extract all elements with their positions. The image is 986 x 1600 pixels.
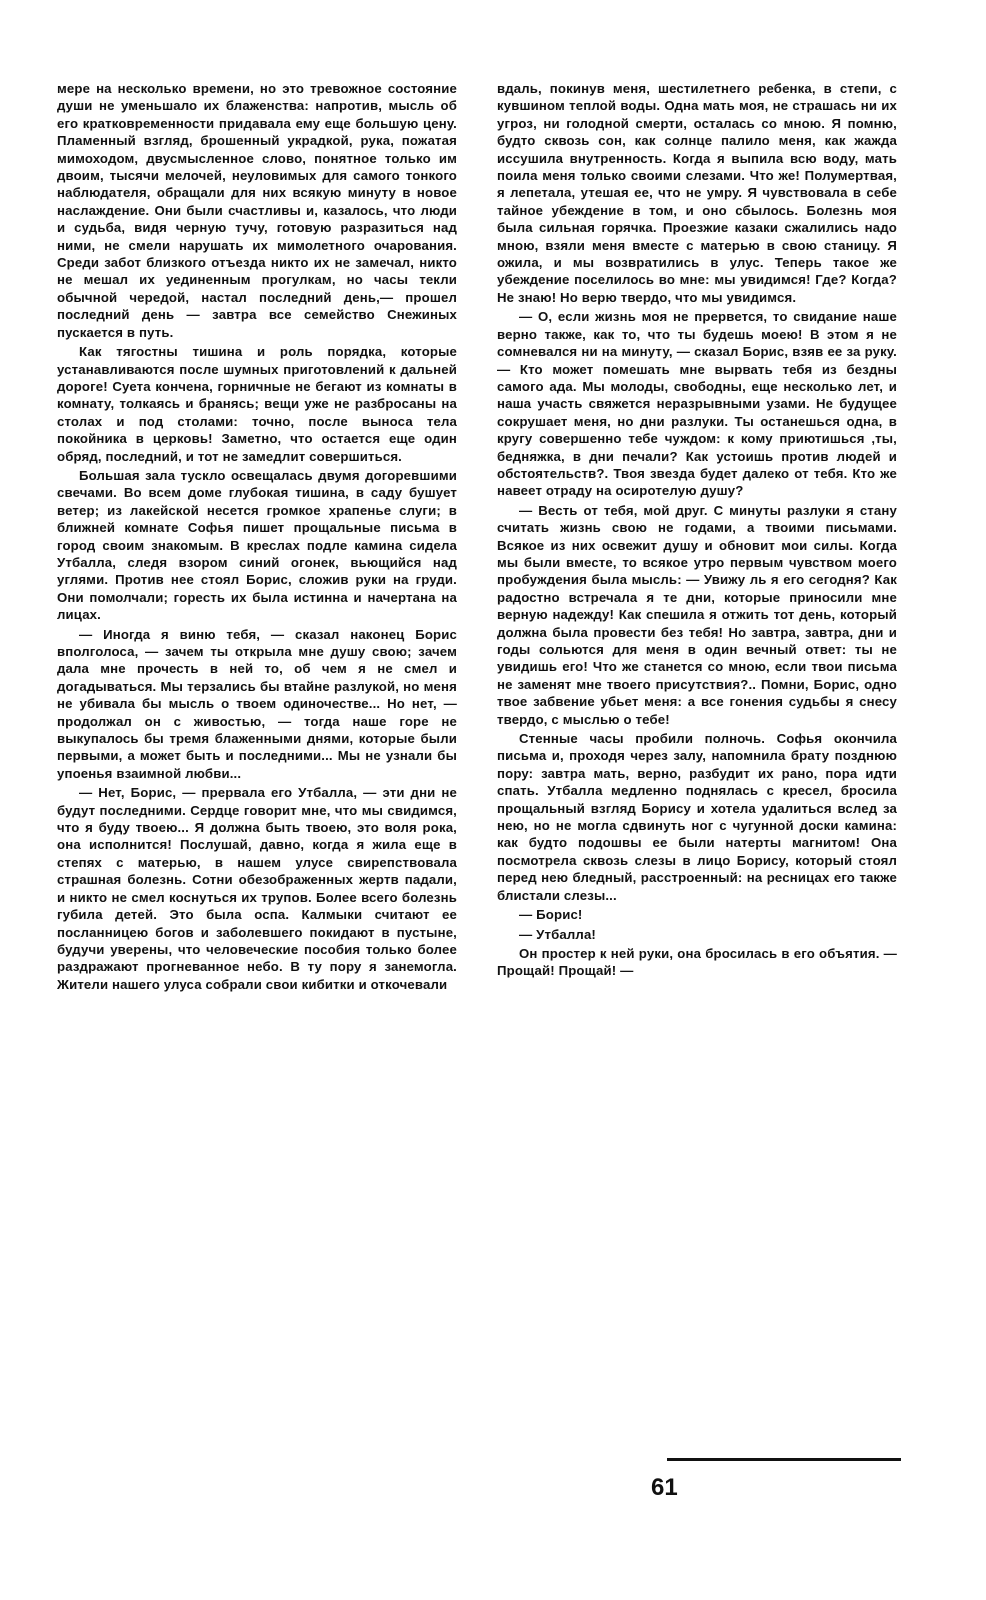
paragraph: мере на несколько времени, но это тревожное состояние души не уменьшало их блаженства: напротив, мысль об его кратковременности придавала ему еще большую цену. Пламенный взгляд, брошенный украдкой, рука, пожатая мимоходом, двусмысленное слово, понятное только им двоим, тысячи мелочей, неуловимых для самого тонкого наблюдателя, обращали для них всякую минуту в новое наслаждение. Они были счастливы и, казалось, что люди и судьба, видя черную тучу, готовую разразиться над ними, не смели нарушать их мимолетного очарования. Среди забот близкого отъезда никто их не замечал, никто не мешал их уединенным прогулкам, но часы текли обычной чередой, настал последний день,— прошел последний день — завтра все семейство Снежиных пускается в путь.	[57, 81, 457, 340]
paragraph: — Иногда я виню тебя, — сказал наконец Борис вполголоса, — зачем ты открыла мне душу свою; зачем дала мне прочесть в ней то, об чем я не смел и догадываться. Мы терзались бы втайне разлукой, но меня не убивала бы мысль о твоем одиночестве... Но нет, — продолжал он с живостью, — тогда наше горе не выкупалось бы тремя блаженными днями, которые были первыми, а может быть и последними... Мы не узнали бы упоенья взаимной любви...	[57, 626, 457, 781]
paragraph: вдаль, покинув меня, шестилетнего ребенка, в степи, с кувшином теплой воды. Одна мать моя, не страшась ни их угроз, ни голодной смерти, осталась со мною. Я помню, будто сквозь сон, как солнце палило меня, как жажда иссушила внутренность. Когда я выпила всю воду, мать поила меня только своими слезами. Что же! Полумертвая, я лепетала, утешая ее, что не умру. Я чувствовала в себе тайное убеждение в том, и оно сбылось. Болезнь моя была сильная горячка. Проезжие казаки сжалились надо мною, взяли меня вместе с матерью в свою станицу. Я ожила, и мы возвратились в улус. Теперь такое же убеждение поселилось во мне: мы увидимся! Где? Когда? Не знаю! Но верю твердо, что мы увидимся.	[497, 81, 897, 305]
paragraph: Стенные часы пробили полночь. Софья окончила письма и, проходя через залу, напомнила брату позднюю пору: завтра мать, верно, разбудит их рано, пора идти спать. Утбалла медленно поднялась с кресел, бросила прощальный взгляд Борису и хотела удалиться вслед за нею, но не могла сдвинуть ног с чугунной доски камина: как будто подошвы ее были натерты магнитом! Она посмотрела сквозь слезы в лицо Борису, который стоял перед нею бледный, расстроенный: на ресницах его также блистали слезы...	[497, 731, 897, 903]
left-text-column	[57, 80, 457, 995]
paragraph: — Нет, Борис, — прервала его Утбалла, — эти дни не будут последними. Сердце говорит мне, что мы свидимся, что я буду твоею... Я должна быть твоею, это воля рока, она исполнится! Послушай, давно, когда я жила еще в степях с матерью, в нашем улусе свирепствовала страшная болезнь. Сотни обезображенных жертв падали, и никто не смел коснуться их трупов. Более всего болезнь губила детей. Это была оспа. Калмыки считают ее посланницею богов и заболевшего покидают в пустыне, будучи уверены, что человеческие пособия только более раздражают прогневанное небо. В ту пору я занемогла. Жители нашего улуса собрали свои кибитки и откочевали	[57, 785, 457, 992]
paragraph: — О, если жизнь моя не прервется, то свидание наше верно также, как то, что ты будешь моею! В этом я не сомневался ни на минуту, — сказал Борис, взяв ее за руку. — Кто может помешать мне вырвать тебя из бездны самого ада. Мы молоды, свободны, еще несколько лет, и наша участь свяжется неразрывными узами. Не будущее сокрушает меня, но дни разлуки. Ты останешься одна, в кругу совершенно тебе чуждом: к кому приютишься ,ты, бедняжка, в дни печали? Как устоишь против людей и обстоятельств?. Твоя звезда будет далеко от тебя. Кто же навеет отраду на осиротелую душу?	[497, 309, 897, 499]
paragraph: — Утбалла!	[519, 926, 596, 942]
page-number: 61	[651, 1474, 678, 1501]
paragraph: Он простер к ней руки, она бросилась в его объятия. — Прощай! Прощай! —	[497, 945, 897, 979]
right-text-column	[497, 80, 897, 982]
paragraph: — Весть от тебя, мой друг. С минуты разлуки я стану считать жизнь свою не годами, а твоими письмами. Всякое из них освежит душу и обновит мои силы. Когда мы были вместе, то всякое утро первым чувством моего пробуждения была мысль: — Увижу ль я его сегодня? Как радостно встречала я те дни, которые приносили мне верную надежду! Как спешила я отжить тот день, который должна была провести без тебя! Но завтра, завтра, дни и годы сольются для меня в один вечный ответ: ты не увидишь его! Что же станется со мною, если твои письма не заменят мне твоего присутствия?.. Помни, Борис, одно твое забвение убьет меня: а все гонения судьбы я снесу твердо, с мыслью о тебе!	[497, 502, 897, 727]
paragraph: Как тягостны тишина и роль порядка, которые устанавливаются после шумных приготовлений к дальней дороге! Суета кончена, горничные не бегают из комнаты в комнату, толкаясь и бранясь; вещи уже не разбросаны на столах и под столами: точно, после выноса тела покойника в церковь! Заметно, что остается еще один обряд, последний, и тот не замедлит совершиться.	[57, 344, 457, 464]
footer-rule	[667, 1458, 901, 1461]
paragraph: — Борис!	[519, 907, 583, 923]
paragraph: Большая зала тускло освещалась двумя догоревшими свечами. Во всем доме глубокая тишина, в саду бушует ветер; из лакейской несется громкое храпенье слуги; в ближней комнате Софья пишет прощальные письма в город своим знакомым. В креслах подле камина сидела Утбалла, следя взором синий огонек, вьющийся над углями. Против нее стоял Борис, сложив руки на груди. Они помолчали; горесть их была истинна и начертана на лицах.	[57, 467, 457, 623]
